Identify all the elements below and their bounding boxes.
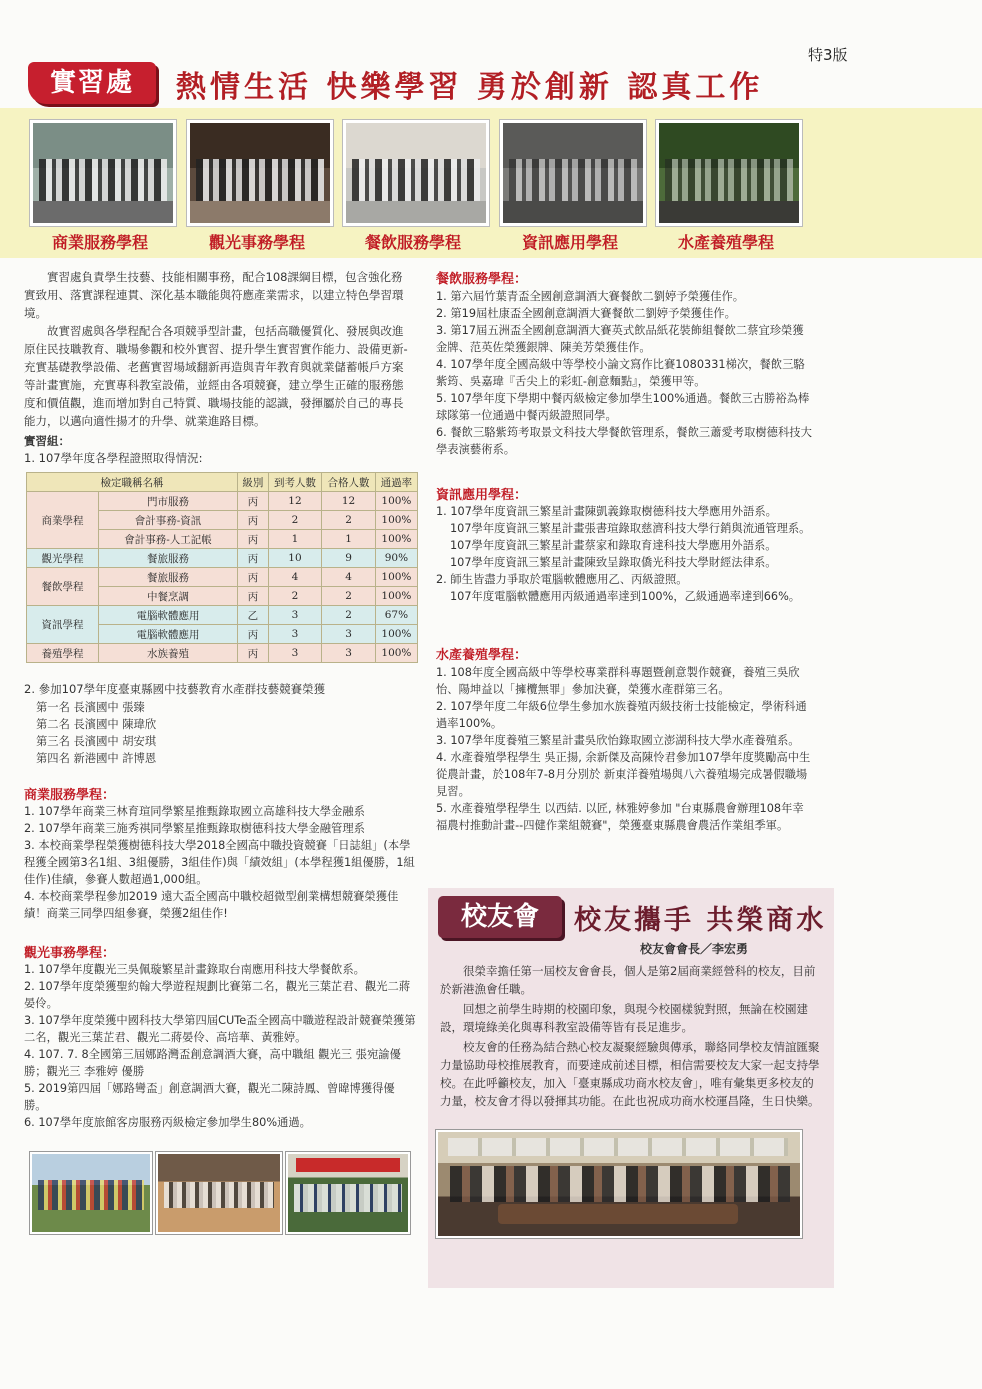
cert-name: 會計事務-資訊	[99, 511, 238, 530]
list-item: 1. 107學年商業三林育瑄同學繁星推甄錄取國立高雄科技大學金融系	[24, 805, 365, 818]
program-cell: 養殖學程	[27, 644, 99, 663]
program-photo-business	[30, 120, 176, 226]
cert-pass: 4	[322, 568, 376, 587]
internship-title: 實習組：	[24, 434, 70, 448]
cert-pass: 2	[322, 606, 376, 625]
list-item: 107學年度資訊三繁星計畫蔡家和錄取育達科技大學應用外語系。	[450, 539, 777, 552]
list-item: 107學年度資訊三繁星計畫陳致呈錄取僑光科技大學財經法律系。	[450, 556, 777, 569]
internship-item-2: 2. 參加107學年度臺東縣國中技藝教育水產群技藝競賽榮獲	[24, 682, 326, 696]
page-number: 特3版	[808, 46, 848, 64]
program-photo-it	[500, 120, 646, 226]
cert-name: 餐旅服務	[99, 549, 238, 568]
cert-rate: 90%	[375, 549, 417, 568]
cert-attend: 2	[268, 511, 322, 530]
cert-level: 丙	[238, 568, 269, 587]
it-title: 資訊應用學程：	[436, 488, 528, 503]
cert-level: 丙	[238, 511, 269, 530]
table-header: 合格人數	[322, 473, 376, 492]
program-label: 水產養殖學程	[677, 233, 774, 252]
list-item: 2. 107學年商業三施秀祺同學繁星推甄錄取樹德科技大學金融管理系	[24, 822, 365, 835]
list-item: 5. 2019第四屆「娜路彎盃」創意調酒大賽，觀光二陳詩鳳、曾暐博獲得優勝。	[24, 1082, 395, 1112]
table-header: 到考人數	[268, 473, 322, 492]
table-row	[27, 492, 418, 511]
cert-level: 丙	[238, 644, 269, 663]
cert-rate: 67%	[375, 606, 417, 625]
intro-paragraph-2: 故實習處與各學程配合各項競爭型計畫，包括高職優質化、發展與改進原住民技職教育、職場參觀和校外實習、提升學生實習實作能力、設備更新-充實基礎教學設備、老舊實習場域翻新再造與青年教育與就業儲蓄帳戶方案等計畫實施，充實專科教室設備，並經由各項競賽，建立學生正確的服務態度和價值觀，進而增加對自己特質、職場技能的認識，發揮屬於自己的專長能力，以邁向適性揚才的升學、就業進路目標。	[24, 324, 408, 428]
cert-attend: 3	[268, 625, 322, 644]
alumni-byline: 校友會會長／李宏勇	[640, 942, 749, 956]
aquaculture-list	[436, 664, 812, 834]
cert-rate: 100%	[375, 530, 417, 549]
cert-pass: 2	[322, 511, 376, 530]
table-row	[27, 549, 418, 568]
table-row	[27, 644, 418, 663]
award-list	[36, 699, 406, 767]
program-photo-catering	[343, 120, 489, 226]
cert-attend: 3	[268, 644, 322, 663]
alumni-headline: 校友攜手 共榮商水	[574, 905, 827, 936]
list-item: 3. 107學年度養殖三繁星計畫吳欣怡錄取國立澎湖科技大學水產養殖系。	[436, 734, 800, 747]
cert-name: 電腦軟體應用	[99, 625, 238, 644]
business-title: 商業服務學程：	[24, 788, 116, 803]
cert-pass: 1	[322, 530, 376, 549]
aquaculture-title: 水產養殖學程：	[436, 648, 528, 663]
event-photo	[286, 1152, 410, 1234]
section-tag: 實習處	[28, 62, 156, 104]
program-label: 餐飲服務學程	[364, 233, 461, 252]
list-item: 5. 107學年度下學期中餐丙級檢定參加學生100%通過。餐飲三古勝裕為棒球隊第一位通過中餐丙級證照同學。	[436, 392, 810, 422]
program-cell: 餐飲學程	[27, 568, 99, 606]
list-item: 第一名 長濱國中 張臻	[36, 701, 145, 714]
event-photo	[30, 1152, 152, 1234]
cert-name: 中餐烹調	[99, 587, 238, 606]
cert-level: 丙	[238, 530, 269, 549]
cert-name: 門市服務	[99, 492, 238, 511]
list-item: 107年度電腦軟體應用丙級通過率達到100%，乙級通過率達到66%。	[450, 590, 801, 603]
list-item: 1. 108年度全國高級中等學校專業群科專題暨創意製作競賽，養殖三吳欣怡、陽坤益以「擁欖無罪」參加決賽，榮獲水產群第三名。	[436, 666, 800, 696]
list-item: 第四名 新港國中 許博恩	[36, 752, 157, 765]
cert-rate: 100%	[375, 644, 417, 663]
catering-list	[436, 288, 812, 458]
list-item: 2. 師生皆盡力爭取於電腦軟體應用乙、丙級證照。	[436, 573, 688, 586]
cert-pass: 9	[322, 549, 376, 568]
program-photo-tourism	[187, 120, 333, 226]
cert-level: 丙	[238, 625, 269, 644]
list-item: 3. 107學年度榮獲中國科技大學第四屆CUTe盃全國高中職遊程設計競賽榮獲第二名，觀光三葉芷君、觀光二蔣晏伶、高培華、黃雅婷。	[24, 1014, 416, 1044]
program-cell: 資訊學程	[27, 606, 99, 644]
list-item: 1. 107學年度觀光三吳佩璇繁星計畫錄取台南應用科技大學餐飲系。	[24, 963, 365, 976]
alumni-paragraph-3: 校友會的任務為結合熱心校友凝聚經驗與傳承，聯絡同學校友情誼匯聚力量協助母校推展教育，而要達成前述目標，相信需要校友大家一起支持學校。在此呼籲校友，加入「臺東縣成功商水校友會」，唯有彙集更多校友的力量，校友會才得以發揮其功能。在此也祝成功商水校運昌隆，生日快樂。	[440, 1040, 820, 1108]
intro-paragraph-1: 實習處負責學生技藝、技能相關事務，配合108課綱目標，包含強化務實致用、落實課程連貫、深化基本職能與符應產業需求，以建立特色學習環境。	[24, 270, 404, 320]
business-list	[24, 803, 416, 922]
cert-level: 丙	[238, 492, 269, 511]
program-label: 資訊應用學程	[521, 233, 618, 252]
list-item: 4. 107學年度全國高級中等學校小論文寫作比賽1080331梯次，餐飲三駱紫筠、吳嘉瑋『舌尖上的彩虹-創意麵點』，榮獲甲等。	[436, 358, 805, 388]
cert-attend: 3	[268, 606, 322, 625]
cert-level: 乙	[238, 606, 269, 625]
program-photo-aquaculture	[656, 120, 802, 226]
cert-rate: 100%	[375, 587, 417, 606]
alumni-photo	[436, 1130, 802, 1238]
list-item: 4. 本校商業學程參加2019 遠大盃全國高中職校超微型創業構想競賽榮獲佳績！商業三同學四組參賽，榮獲2組佳作!	[24, 890, 399, 920]
program-label: 商業服務學程	[51, 233, 148, 252]
cert-name: 水族養殖	[99, 644, 238, 663]
internship-item-1: 1. 107學年度各學程證照取得情況:	[24, 451, 203, 465]
table-header: 級別	[238, 473, 269, 492]
cert-attend: 12	[268, 492, 322, 511]
cert-level: 丙	[238, 549, 269, 568]
cert-name: 餐旅服務	[99, 568, 238, 587]
cert-attend: 10	[268, 549, 322, 568]
list-item: 6. 107學年度旅館客房服務丙級檢定參加學生80%通過。	[24, 1116, 311, 1129]
cert-pass: 3	[322, 644, 376, 663]
list-item: 1. 第六屆竹葉青盃全國創意調酒大賽餐飲二劉婷予榮獲佳作。	[436, 290, 745, 303]
table-header: 檢定職稱名稱	[27, 473, 238, 492]
list-item: 1. 107學年度資訊三繁星計畫陳凱義錄取樹德科技大學應用外語系。	[436, 505, 777, 518]
list-item: 6. 餐飲三駱紫筠考取景文科技大學餐飲管理系，餐飲三蕭愛考取樹德科技大學表演藝術系。	[436, 426, 812, 456]
cert-attend: 2	[268, 587, 322, 606]
event-photo	[156, 1152, 282, 1234]
program-label: 觀光事務學程	[208, 233, 305, 252]
alumni-tag: 校友會	[438, 896, 562, 938]
table-row	[27, 568, 418, 587]
it-list	[436, 503, 812, 605]
cert-pass: 3	[322, 625, 376, 644]
list-item: 4. 水產養殖學程學生 吳正揚, 余新傑及高陳怜君參加107學年度獎勵高中生從農計畫，於108年7-8月分別於 新東洋養殖場與八六養殖場完成暑假職場見習。	[436, 751, 811, 798]
cert-pass: 12	[322, 492, 376, 511]
list-item: 3. 本校商業學程榮獲樹德科技大學2018全國高中職投資競賽「日誌組」(本學程獲全國第3名1組、3組優勝，3組佳作)與「績效組」(本學程獲1組優勝，1組佳作)佳績，參賽人數超過1,000組。	[24, 839, 415, 886]
catering-title: 餐飲服務學程：	[436, 272, 528, 287]
program-cell: 觀光學程	[27, 549, 99, 568]
cert-pass: 2	[322, 587, 376, 606]
cert-rate: 100%	[375, 568, 417, 587]
list-item: 2. 107學年度二年級6位學生參加水族養殖丙級技術士技能檢定，學術科通過率100%。	[436, 700, 807, 730]
page-headline: 熱情生活 快樂學習 勇於創新 認真工作	[176, 70, 764, 105]
table-row	[27, 606, 418, 625]
cert-rate: 100%	[375, 625, 417, 644]
list-item: 2. 第19屆杜康盃全國創意調酒大賽餐飲二劉婷予榮獲佳作。	[436, 307, 736, 320]
list-item: 5. 水產養殖學程學生 以西結. 以匠, 林雅婷參加 "台東縣農會辦理108年幸福農村推動計畫--四健作業組競賽"，榮獲臺東縣農會農活作業組季軍。	[436, 802, 804, 832]
list-item: 第三名 長濱國中 胡安琪	[36, 735, 157, 748]
cert-name: 會計事務-人工記帳	[99, 530, 238, 549]
list-item: 2. 107學年度榮獲聖約翰大學遊程規劃比賽第二名，觀光三葉芷君、觀光二蔣晏伶。	[24, 980, 411, 1010]
certificate-table	[26, 472, 418, 663]
tourism-list	[24, 961, 416, 1131]
cert-level: 丙	[238, 587, 269, 606]
alumni-paragraph-2: 回想之前學生時期的校園印象，與現今校園樣貌對照，無論在校園建設，環境綠美化與專科教室設備等皆有長足進步。	[440, 1002, 808, 1034]
program-cell: 商業學程	[27, 492, 99, 549]
cert-rate: 100%	[375, 511, 417, 530]
alumni-paragraph-1: 很榮幸擔任第一屆校友會會長，個人是第2屆商業經營科的校友，目前於新港漁會任職。	[440, 964, 816, 996]
cert-attend: 1	[268, 530, 322, 549]
list-item: 107學年度資訊三繁星計畫張書瑄錄取慈濟科技大學行銷與流通管理系。	[450, 522, 811, 535]
tourism-title: 觀光事務學程：	[24, 946, 116, 961]
list-item: 第二名 長濱國中 陳瑋欣	[36, 718, 157, 731]
cert-name: 電腦軟體應用	[99, 606, 238, 625]
table-header: 通過率	[375, 473, 417, 492]
list-item: 4. 107. 7. 8全國第三屆娜路灣盃創意調酒大賽，高中職組 觀光三 張宛諭優勝；觀光三 李雅婷 優勝	[24, 1048, 401, 1078]
list-item: 3. 第17屆五洲盃全國創意調酒大賽英式飲品紙花裝飾組餐飲二蔡宜珍榮獲金牌、范英佐榮獲銀牌、陳美芳榮獲佳作。	[436, 324, 804, 354]
cert-attend: 4	[268, 568, 322, 587]
cert-rate: 100%	[375, 492, 417, 511]
